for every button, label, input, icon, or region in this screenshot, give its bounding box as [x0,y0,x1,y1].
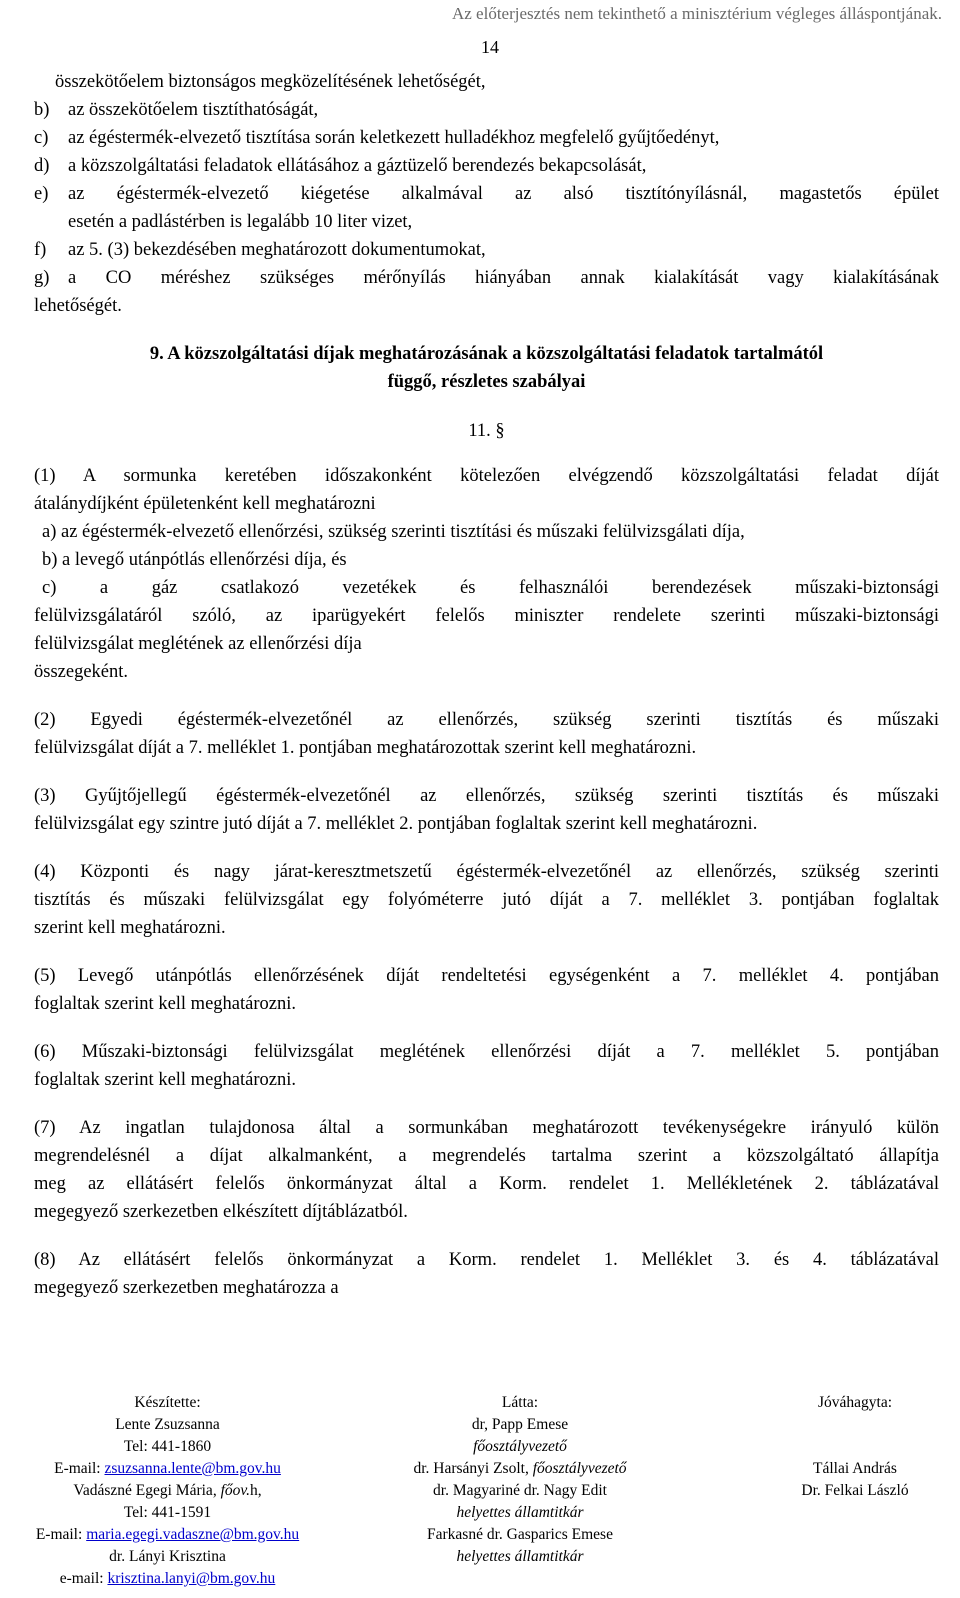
paragraph-1-a: a) az égéstermék-elvezető ellenőrzési, szükség szerinti tisztítási és műszaki felülvizsgálati díja, [42,522,745,542]
list-label: c) [34,128,49,148]
author-name-text: Vadászné Egegi Mária, [73,1482,221,1499]
reviewed-by-column [355,1392,685,1568]
author-email-row [0,1524,335,1546]
list-item-g-cont: lehetőségét. [34,296,122,316]
list-item-d [34,152,939,180]
list-label: g) [34,268,50,288]
author-name [0,1480,335,1502]
page-number: 14 [481,37,499,57]
paragraph-number [34,416,939,446]
author-role: főov. [220,1482,250,1499]
list-text: az égéstermék-elvezető kiégetése alkalmával az alsó tisztítónyílásnál, magastetős épület [68,184,939,204]
paragraph-1-end: összegeként. [34,662,129,682]
reviewer-role: helyettes államtitkár [456,1504,584,1521]
prepared-by-column [0,1392,335,1590]
paragraph-1-c-end: felülvizsgálat meglétének az ellenőrzési díja [34,634,362,654]
paragraph-1-c-cont: felülvizsgálatáról szóló, az iparügyekért felelős miniszter rendelete szerinti műszaki-biztonsági [34,606,939,626]
email-label: E-mail: [54,1460,105,1477]
paragraph-1: (1) A sormunka keretében időszakonként kötelezően elvégzendő közszolgáltatási feladat díját [34,466,939,486]
author-email-row [0,1568,335,1590]
list-label: b) [34,100,50,120]
draft-disclaimer: Az előterjesztés nem tekinthető a minisztérium végleges álláspontjának. [451,4,942,23]
document-body [34,68,939,1302]
reviewed-by-title: Látta: [501,1394,539,1411]
list-item-continuation: összekötőelem biztonságos megközelítésének lehetőségét, [55,72,486,92]
section-heading: 9. A közszolgáltatási díjak meghatározásának a közszolgáltatási feladatok tartalmától [149,344,824,364]
paragraph-5: (5) Levegő utánpótlás ellenőrzésének díját rendeltetési egységenként a 7. melléklet 4. pontjában [34,966,939,986]
email-label: E-mail: [35,1526,87,1543]
paragraph-7: (7) Az ingatlan tulajdonosa által a sormunkában meghatározott tevékenységekre irányuló külön [34,1118,939,1138]
reviewer-role: főosztályvezető [473,1438,567,1455]
prepared-by-title: Készítette: [134,1394,201,1411]
approved-by-title: Jóváhagyta: [817,1394,893,1411]
approver-name: Tállai András [813,1460,897,1477]
list-label: e) [34,184,49,204]
list-item-f [34,236,939,264]
paragraph-3: (3) Gyűjtőjellegű égéstermék-elvezetőnél az ellenőrzés, szükség szerinti tisztítás és műszaki [34,786,939,806]
reviewer-name [355,1458,685,1480]
paragraph-6-cont: foglaltak szerint kell meghatározni. [34,1070,296,1090]
paragraph-1-cont: átalánydíjként épületenként kell meghatározni [34,494,376,514]
paragraph-1-c: c) a gáz csatlakozó vezetékek és felhasználói berendezések műszaki-biztonsági [42,578,939,598]
reviewer-role: főosztályvezető [532,1460,627,1477]
list-item-e-cont: esetén a padlástérben is legalább 10 liter vizet, [68,212,413,232]
list-item-c [34,124,939,152]
list-text: a közszolgáltatási feladatok ellátásához a gáztüzelő berendezés bekapcsolását, [68,156,647,176]
reviewer-name: Farkasné dr. Gasparics Emese [427,1526,613,1543]
author-email-row [0,1458,335,1480]
paragraph-6: (6) Műszaki-biztonsági felülvizsgálat meglétének ellenőrzési díját a 7. melléklet 5. pontjában [34,1042,939,1062]
list-label: d) [34,156,50,176]
email-label: e-mail: [59,1570,108,1587]
section-sign-icon: § [495,421,505,441]
list-text: a CO méréshez szükséges mérőnyílás hiányában annak kialakítását vagy kialakításának [68,268,939,288]
approver-name: Dr. Felkai László [801,1482,909,1499]
paragraph-2: (2) Egyedi égéstermék-elvezetőnél az ellenőrzés, szükség szerinti tisztítás és műszaki [34,710,939,730]
paragraph-8-cont: megegyező szerkezetben meghatározza a [34,1278,339,1298]
paragraph-2-cont: felülvizsgálat díját a 7. melléklet 1. pontjában meghatározottak szerint kell meghatározni. [34,738,697,758]
paragraph-7-end: megegyező szerkezetben elkészített díjtáblázatból. [34,1202,408,1222]
paragraph-5-cont: foglaltak szerint kell meghatározni. [34,994,296,1014]
paragraph-4-end: szerint kell meghatározni. [34,918,226,938]
list-item-e [34,180,939,208]
approved-by-column [755,1392,955,1502]
author-phone: Tel: 441-1860 [123,1438,212,1455]
author-role-tail: h, [250,1482,262,1499]
author-email-link[interactable]: krisztina.lanyi@bm.gov.hu [107,1570,276,1587]
paragraph-3-cont: felülvizsgálat egy szintre jutó díját a 7. melléklet 2. pontjában foglaltak szerint kell meghatározni. [34,814,758,834]
paragraph-number-text: 11. [468,421,496,441]
author-name: dr. Lányi Krisztina [109,1548,226,1565]
paragraph-8: (8) Az ellátásért felelős önkormányzat a Korm. rendelet 1. Melléklet 3. és 4. táblázatával [34,1250,939,1270]
paragraph-7-cont: megrendelésnél a díjat alkalmanként, a megrendelés tartalma szerint a közszolgáltató állapítja [34,1146,939,1166]
paragraph-7-cont2: meg az ellátásért felelős önkormányzat által a Korm. rendelet 1. Mellékletének 2. táblázatával [34,1174,939,1194]
author-email-link[interactable]: zsuzsanna.lente@bm.gov.hu [104,1460,281,1477]
paragraph-4-cont: tisztítás és műszaki felülvizsgálat egy folyóméterre jutó díját a 7. melléklet 3. pontjában foglaltak [34,890,939,910]
paragraph-1-b: b) a levegő utánpótlás ellenőrzési díja, és [42,550,347,570]
section-heading-cont: függő, részletes szabályai [387,372,586,392]
reviewer-name-text: dr. Harsányi Zsolt, [413,1460,533,1477]
list-text: az 5. (3) bekezdésében meghatározott dokumentumokat, [68,240,486,260]
author-phone: Tel: 441-1591 [123,1504,212,1521]
reviewer-name: dr. Magyariné dr. Nagy Edit [433,1482,607,1499]
author-name: Lente Zsuzsanna [115,1416,220,1433]
paragraph-4: (4) Központi és nagy járat-keresztmetszetű égéstermék-elvezetőnél az ellenőrzés, szükség szerinti [34,862,939,882]
author-email-link[interactable]: maria.egegi.vadaszne@bm.gov.hu [86,1526,300,1543]
list-text: az égéstermék-elvezető tisztítása során keletkezett hulladékhoz megfelelő gyűjtőedényt, [68,128,720,148]
list-item-g [34,264,939,292]
list-label: f) [34,240,47,260]
list-text: az összekötőelem tisztíthatóságát, [68,100,319,120]
reviewer-role: helyettes államtitkár [456,1548,584,1565]
reviewer-name: dr, Papp Emese [471,1416,569,1433]
list-item-b [34,96,939,124]
